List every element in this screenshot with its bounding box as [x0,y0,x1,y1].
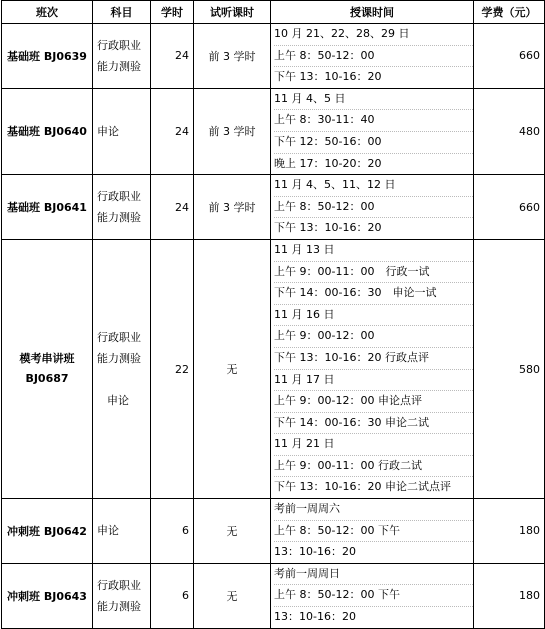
header-fee: 学费（元） [474,1,545,24]
class-name: 基础班 BJ0641 [2,175,93,240]
schedule-line: 晚上 17：10-20：20 [274,156,382,170]
subject-line: 能力测验 [97,352,141,365]
schedule-line: 下午 12：50-16：00 [274,132,473,154]
class-name: 冲刺班 BJ0643 [2,563,93,628]
schedule-line: 考前一周周日 [274,564,473,586]
trial-hours: 无 [194,239,271,498]
schedule [271,239,474,498]
schedule-line: 13：10-16：20 [274,545,356,559]
hours: 24 [151,175,194,240]
schedule-line: 上午 9：00-12：00 [274,326,473,348]
table-row [2,24,545,89]
fee: 660 [474,175,545,240]
table-row [2,88,545,174]
table-row [2,499,545,564]
schedule-line: 下午 13：10-16：20 [274,221,382,235]
schedule-line: 上午 9：00-12：00 申论点评 [274,391,473,413]
table-row [2,239,545,498]
schedule-line: 下午 14：00-16：30 申论一试 [274,283,473,305]
class-name: 基础班 BJ0640 [2,88,93,174]
schedule-line: 下午 13：10-16：20 行政点评 [274,348,473,370]
schedule [271,563,474,628]
header-row [2,1,545,24]
hours: 22 [151,239,194,498]
schedule-line: 11 月 21 日 [274,434,473,456]
schedule-line: 11 月 13 日 [274,240,473,262]
subject [93,24,151,89]
header-subject: 科目 [93,1,151,24]
schedule-line: 上午 9：00-11：00 行政一试 [274,262,473,284]
schedule-line: 上午 8：50-12：00 下午 [274,585,473,607]
schedule-line: 考前一周周六 [274,499,473,521]
schedule-line: 11 月 4、5、11、12 日 [274,175,473,197]
subject-line: 行政职业 [97,578,141,592]
schedule [271,24,474,89]
header-class: 班次 [2,1,93,24]
course-schedule-table [1,0,545,629]
fee: 580 [474,239,545,498]
table-row [2,175,545,240]
schedule-line: 10 月 21、22、28、29 日 [274,24,473,46]
schedule-line: 下午 13：10-16：20 [274,70,382,84]
class-name: 冲刺班 BJ0642 [2,499,93,564]
subject [93,175,151,240]
subject [93,239,151,498]
subject-line: 申论 [97,524,119,538]
schedule-line: 下午 14：00-16：30 申论二试 [274,413,473,435]
subject [93,499,151,564]
subject-line: 申论 [107,394,129,407]
class-name-line: 模考串讲班 [19,352,75,365]
schedule-line: 11 月 4、5 日 [274,89,473,111]
subject-spacer [97,369,150,390]
header-schedule: 授课时间 [271,1,474,24]
subject [93,88,151,174]
subject-line: 能力测验 [97,59,141,73]
hours: 6 [151,563,194,628]
header-trial: 试听课时 [194,1,271,24]
schedule-line: 上午 8：50-12：00 [274,197,473,219]
header-hours: 学时 [151,1,194,24]
class-name: 基础班 BJ0639 [2,24,93,89]
fee: 180 [474,499,545,564]
trial-hours: 无 [194,499,271,564]
table-row [2,563,545,628]
trial-hours: 前 3 学时 [194,88,271,174]
class-name-line: BJ0687 [25,372,69,385]
subject-line: 能力测验 [97,599,141,613]
hours: 24 [151,24,194,89]
hours: 24 [151,88,194,174]
schedule [271,175,474,240]
schedule-line: 上午 8：50-12：00 [274,46,473,68]
fee: 180 [474,563,545,628]
schedule-line: 上午 8：30-11：40 [274,110,473,132]
schedule [271,88,474,174]
subject-line: 申论 [97,124,119,138]
subject-line: 行政职业 [97,331,141,344]
schedule-line: 11 月 16 日 [274,305,473,327]
trial-hours: 前 3 学时 [194,175,271,240]
schedule-line: 上午 8：50-12：00 下午 [274,521,473,543]
subject [93,563,151,628]
subject-line: 行政职业 [97,38,141,52]
schedule-line: 上午 9：00-11：00 行政二试 [274,456,473,478]
fee: 660 [474,24,545,89]
subject-line: 能力测验 [97,211,141,225]
trial-hours: 前 3 学时 [194,24,271,89]
schedule [271,499,474,564]
class-name [2,239,93,498]
schedule-line: 11 月 17 日 [274,370,473,392]
schedule-line: 下午 13：10-16：20 申论二试点评 [274,480,451,494]
fee: 480 [474,88,545,174]
subject-line: 行政职业 [97,190,141,204]
hours: 6 [151,499,194,564]
schedule-line: 13：10-16：20 [274,610,356,624]
trial-hours: 无 [194,563,271,628]
